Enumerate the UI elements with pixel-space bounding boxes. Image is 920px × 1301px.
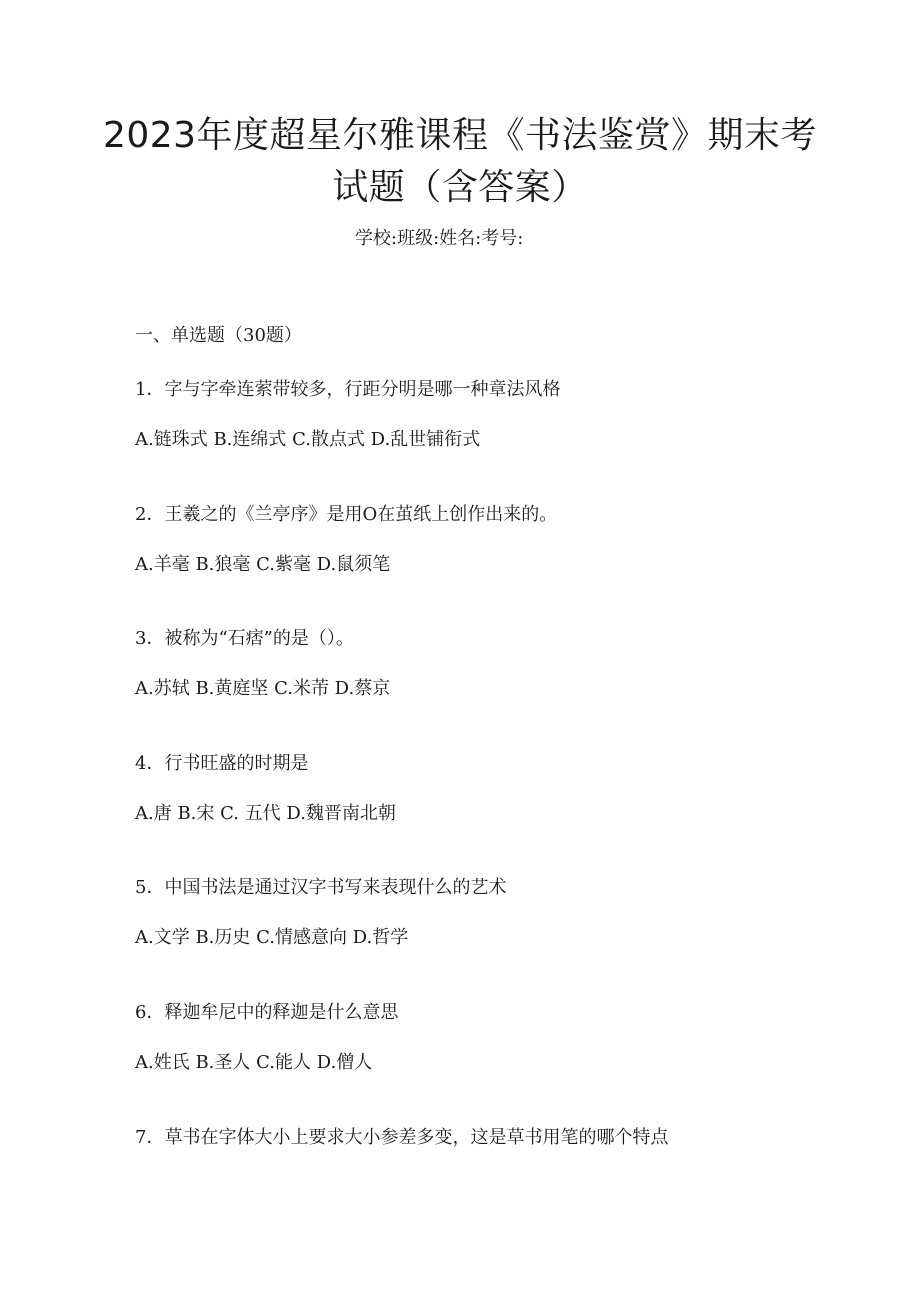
question-4-text: 4．行书旺盛的时期是	[135, 753, 309, 774]
question-2-options: A.羊毫 B.狼毫 C.紫毫 D.鼠须笔	[135, 554, 391, 575]
document-title-line-2: 试题（含答案）	[332, 167, 588, 208]
question-2-text: 2．王羲之的《兰亭序》是用O在茧纸上创作出来的。	[135, 504, 558, 525]
question-5-options: A.文学 B.历史 C.情感意向 D.哲学	[135, 927, 409, 948]
document-title-line-1: 2023年度超星尔雅课程《书法鉴赏》期末考	[102, 115, 818, 156]
question-1-text: 1．字与字牵连萦带较多，行距分明是哪一种章法风格	[135, 379, 561, 400]
question-3-text: 3．被称为“石痞”的是（）。	[135, 628, 354, 649]
student-info-line: 学校:班级:姓名:考号:	[355, 228, 524, 249]
question-3-options: A.苏轼 B.黄庭坚 C.米芾 D.蔡京	[135, 678, 391, 699]
question-6-text: 6．释迦牟尼中的释迦是什么意思	[135, 1002, 399, 1023]
question-1-options: A.链珠式 B.连绵式 C.散点式 D.乱世铺衔式	[135, 429, 481, 450]
question-6-options: A.姓氏 B.圣人 C.能人 D.僧人	[135, 1052, 373, 1073]
question-5-text: 5．中国书法是通过汉字书写来表现什么的艺术	[135, 877, 507, 898]
question-7-text: 7．草书在字体大小上要求大小参差多变，这是草书用笔的哪个特点	[135, 1127, 669, 1148]
section-heading: 一、单选题（30题）	[135, 325, 302, 346]
question-4-options: A.唐 B.宋 C. 五代 D.魏晋南北朝	[135, 803, 396, 824]
